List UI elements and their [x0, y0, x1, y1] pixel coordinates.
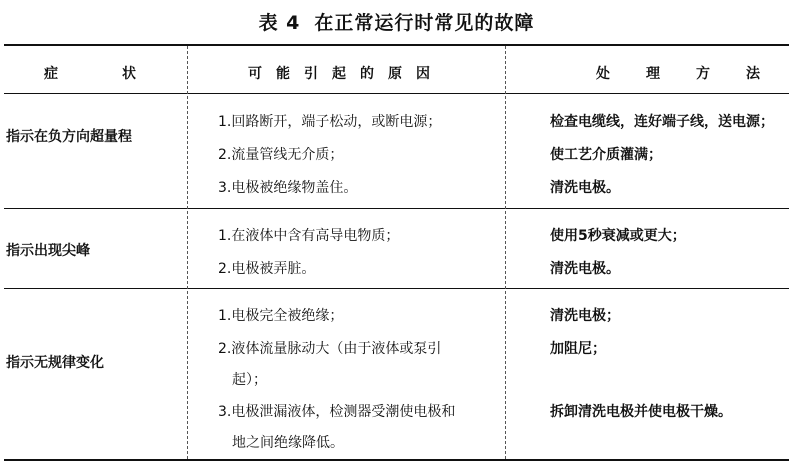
row-2-remedy-2: 清洗电极。: [550, 261, 620, 277]
header-remedy-2: 理: [646, 66, 660, 82]
row-2-remedy-1: 使用5秒衰减或更大；: [550, 228, 686, 244]
row-divider-1: [4, 208, 789, 209]
header-cause-4: 起: [332, 66, 346, 82]
row-2-symptom: 指示出现尖峰: [6, 243, 90, 259]
row-1-symptom: 指示在负方向超量程: [6, 129, 132, 145]
row-3-remedy-2: 加阻尼；: [550, 341, 606, 357]
header-cause-3: 引: [304, 66, 318, 82]
row-1-cause-2: 2.流量管线无介质；: [218, 147, 344, 163]
row-3-remedy-3: 拆卸清洗电极并使电极干燥。: [550, 404, 732, 420]
top-border: [4, 44, 789, 46]
row-3-cause-2-cont: 起）；: [232, 372, 267, 388]
table-header: [0, 60, 793, 88]
row-3-symptom: 指示无规律变化: [6, 355, 104, 371]
row-3-cause-1: 1.电极完全被绝缘；: [218, 308, 344, 324]
column-divider-1: [187, 46, 188, 459]
header-remedy-4: 法: [746, 66, 760, 82]
table-title: [0, 8, 793, 35]
header-divider: [4, 93, 789, 94]
column-divider-2: [505, 46, 506, 459]
header-remedy-3: 方: [696, 66, 710, 82]
table-number: 表 4: [258, 12, 301, 34]
header-symptom-2: 状: [122, 66, 136, 82]
row-2-cause-2: 2.电极被弄脏。: [218, 261, 316, 277]
bottom-border: [4, 459, 789, 461]
row-divider-2: [4, 288, 789, 289]
header-cause-2: 能: [276, 66, 290, 82]
header-cause-5: 的: [360, 66, 374, 82]
header-cause-7: 因: [416, 66, 430, 82]
header-symptom-1: 症: [44, 66, 58, 82]
row-1-remedy-2: 使工艺介质灌满；: [550, 147, 662, 163]
row-3-cause-3-cont: 地之间绝缘降低。: [232, 435, 344, 451]
row-1-remedy-1: 检查电缆线，连好端子线，送电源；: [550, 114, 774, 130]
table-caption: 在正常运行时常见的故障: [314, 12, 535, 34]
row-3-cause-2: 2.液体流量脉动大（由于液体或泵引: [218, 341, 442, 357]
header-remedy-1: 处: [596, 66, 610, 82]
row-3-cause-3: 3.电极泄漏液体，检测器受潮使电极和: [218, 404, 456, 420]
row-1-cause-3: 3.电极被绝缘物盖住。: [218, 180, 358, 196]
row-3-remedy-1: 清洗电极；: [550, 308, 620, 324]
header-cause-1: 可: [248, 66, 262, 82]
row-1-remedy-3: 清洗电极。: [550, 180, 620, 196]
row-1-cause-1: 1.回路断开，端子松动，或断电源；: [218, 114, 442, 130]
header-cause-6: 原: [388, 66, 402, 82]
row-2-cause-1: 1.在液体中含有高导电物质；: [218, 228, 400, 244]
